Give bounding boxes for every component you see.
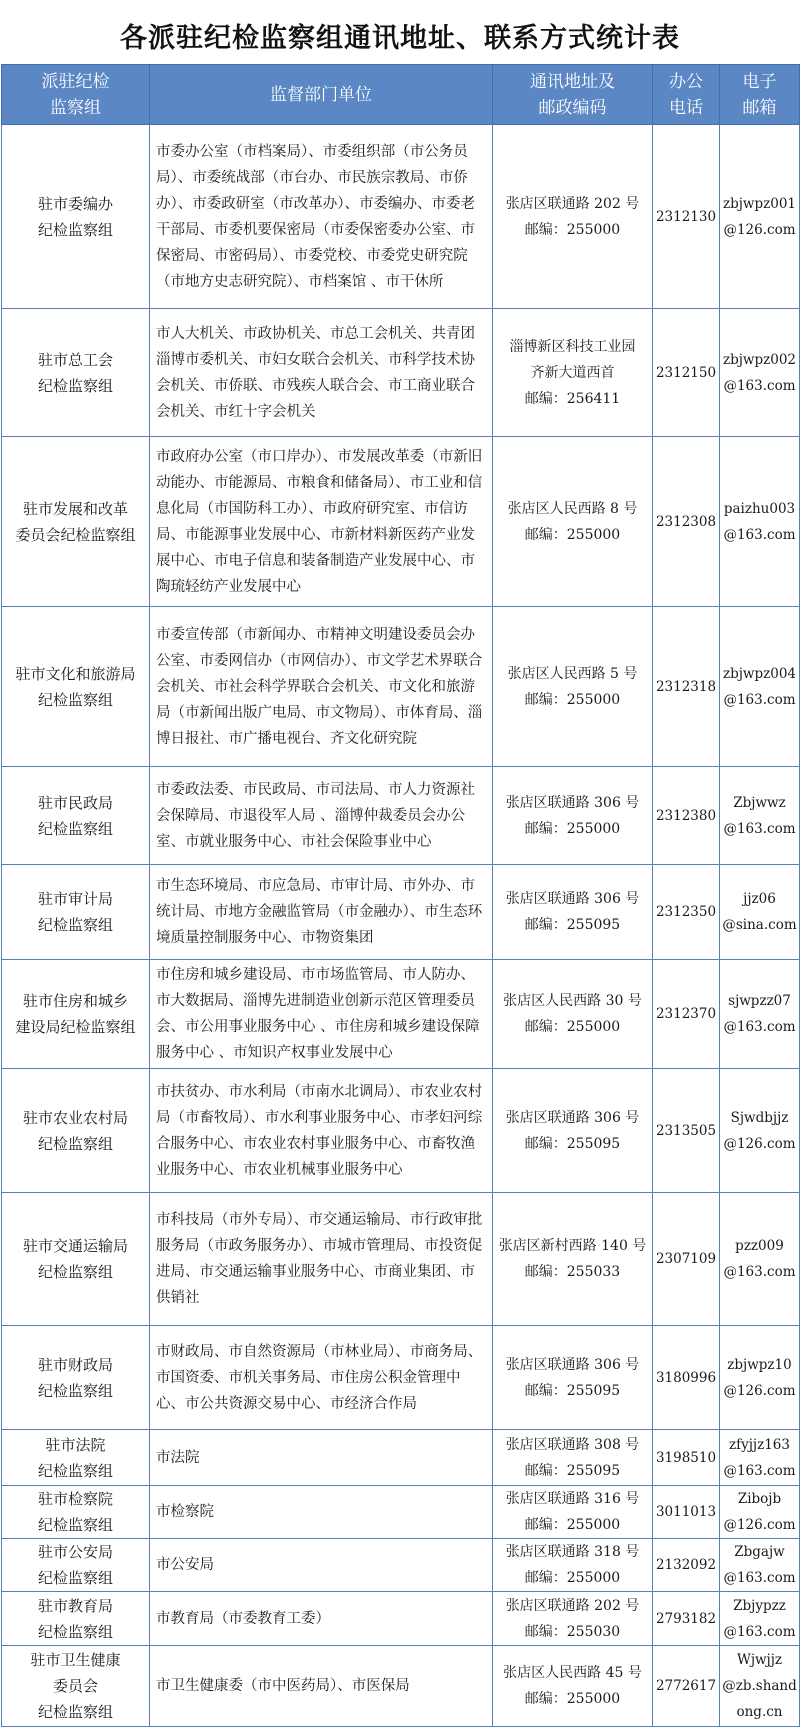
phone-cell: 2772617 xyxy=(653,1646,720,1727)
phone-cell: 2312370 xyxy=(653,960,720,1069)
dept-cell: 市公安局 xyxy=(150,1539,493,1592)
table-row xyxy=(2,1539,800,1592)
email-cell: jjz06 @sina.com xyxy=(720,865,800,960)
table-row xyxy=(2,960,800,1069)
email-cell: zbjwpz002 @163.com xyxy=(720,309,800,437)
group-cell: 驻市财政局 纪检监察组 xyxy=(2,1326,150,1430)
email-cell: Wjwjjz @zb.shand ong.cn xyxy=(720,1646,800,1727)
dept-cell: 市委政法委、市民政局、市司法局、市人力资源社会保障局、市退役军人局 、淄博仲裁委员会办公室、市就业服务中心、市社会保险事业中心 xyxy=(150,767,493,865)
phone-cell: 2312380 xyxy=(653,767,720,865)
email-cell: Zbjwwz @163.com xyxy=(720,767,800,865)
email-cell: zbjwpz10 @126.com xyxy=(720,1326,800,1430)
address-cell: 张店区联通路 306 号 邮编：255095 xyxy=(493,1069,653,1193)
group-cell: 驻市文化和旅游局 纪检监察组 xyxy=(2,607,150,767)
phone-cell: 3198510 xyxy=(653,1430,720,1486)
phone-cell: 2312130 xyxy=(653,125,720,309)
address-cell: 张店区人民西路 30 号 邮编：255000 xyxy=(493,960,653,1069)
email-cell: Sjwdbjjz @126.com xyxy=(720,1069,800,1193)
dept-cell: 市政府办公室（市口岸办）、市发展改革委（市新旧动能办、市能源局、市粮食和储备局）、市工业和信息化局（市国防科工办）、市政府研究室、市信访局、市能源事业发展中心、市新材料新医药产业发展中心、市电子信息和装备制造产业发展中心、市陶琉轻纺产业发展中心 xyxy=(150,437,493,607)
table-row xyxy=(2,1592,800,1646)
dept-cell: 市委宣传部（市新闻办、市精神文明建设委员会办公室、市委网信办（市网信办）、市文学艺术界联合会机关、市社会科学界联合会机关、市文化和旅游局（市新闻出版广电局、市文物局）、市体育局、淄博日报社、市广播电视台、齐文化研究院 xyxy=(150,607,493,767)
group-cell: 驻市委编办 纪检监察组 xyxy=(2,125,150,309)
phone-cell: 2312308 xyxy=(653,437,720,607)
table-row xyxy=(2,1486,800,1539)
address-cell: 张店区联通路 306 号 邮编：255095 xyxy=(493,865,653,960)
email-cell: zfyjjz163 @163.com xyxy=(720,1430,800,1486)
header-phone: 办公 电话 xyxy=(653,65,720,125)
table-row xyxy=(2,607,800,767)
address-cell: 张店区联通路 316 号 邮编：255000 xyxy=(493,1486,653,1539)
address-cell: 张店区联通路 202 号 邮编：255030 xyxy=(493,1592,653,1646)
dept-cell: 市扶贫办、市水利局（市南水北调局）、市农业农村局（市畜牧局）、市水利事业服务中心、市孝妇河综合服务中心、市农业农村事业服务中心、市畜牧渔业服务中心、市农业机械事业服务中心 xyxy=(150,1069,493,1193)
phone-cell: 3180996 xyxy=(653,1326,720,1430)
header-group: 派驻纪检 监察组 xyxy=(2,65,150,125)
phone-cell: 2312150 xyxy=(653,309,720,437)
table-row xyxy=(2,309,800,437)
table-row xyxy=(2,437,800,607)
phone-cell: 2312350 xyxy=(653,865,720,960)
group-cell: 驻市交通运输局 纪检监察组 xyxy=(2,1193,150,1326)
table-row xyxy=(2,1430,800,1486)
header-dept: 监督部门单位 xyxy=(150,65,493,125)
table-row xyxy=(2,1646,800,1727)
address-cell: 张店区联通路 202 号 邮编：255000 xyxy=(493,125,653,309)
group-cell: 驻市教育局 纪检监察组 xyxy=(2,1592,150,1646)
group-cell: 驻市农业农村局 纪检监察组 xyxy=(2,1069,150,1193)
group-cell: 驻市法院 纪检监察组 xyxy=(2,1430,150,1486)
address-cell: 淄博新区科技工业园 齐新大道西首 邮编：256411 xyxy=(493,309,653,437)
email-cell: pzz009 @163.com xyxy=(720,1193,800,1326)
table-header-row xyxy=(2,65,800,125)
dept-cell: 市教育局（市委教育工委） xyxy=(150,1592,493,1646)
dept-cell: 市卫生健康委（市中医药局）、市医保局 xyxy=(150,1646,493,1727)
email-cell: sjwpzz07 @163.com xyxy=(720,960,800,1069)
dept-cell: 市检察院 xyxy=(150,1486,493,1539)
email-cell: paizhu003 @163.com xyxy=(720,437,800,607)
group-cell: 驻市民政局 纪检监察组 xyxy=(2,767,150,865)
phone-cell: 2793182 xyxy=(653,1592,720,1646)
phone-cell: 2132092 xyxy=(653,1539,720,1592)
dept-cell: 市住房和城乡建设局、市市场监管局、市人防办、市大数据局、淄博先进制造业创新示范区管理委员会、市公用事业服务中心 、市住房和城乡建设保障服务中心 、市知识产权事业发展中心 xyxy=(150,960,493,1069)
group-cell: 驻市住房和城乡 建设局纪检监察组 xyxy=(2,960,150,1069)
group-cell: 驻市公安局 纪检监察组 xyxy=(2,1539,150,1592)
address-cell: 张店区人民西路 5 号 邮编：255000 xyxy=(493,607,653,767)
email-cell: Zbgajw @163.com xyxy=(720,1539,800,1592)
table-row xyxy=(2,125,800,309)
dept-cell: 市人大机关、市政协机关、市总工会机关、共青团淄博市委机关、市妇女联合会机关、市科学技术协会机关、市侨联、市残疾人联合会、市工商业联合会机关、市红十字会机关 xyxy=(150,309,493,437)
address-cell: 张店区新村西路 140 号 邮编：255033 xyxy=(493,1193,653,1326)
table-row xyxy=(2,1193,800,1326)
group-cell: 驻市审计局 纪检监察组 xyxy=(2,865,150,960)
table-row xyxy=(2,865,800,960)
dept-cell: 市法院 xyxy=(150,1430,493,1486)
dept-cell: 市科技局（市外专局）、市交通运输局、市行政审批服务局（市政务服务办）、市城市管理局、市投资促进局、市交通运输事业服务中心、市商业集团、市供销社 xyxy=(150,1193,493,1326)
email-cell: zbjwpz004 @163.com xyxy=(720,607,800,767)
email-cell: Zibojb @126.com xyxy=(720,1486,800,1539)
contact-table xyxy=(1,64,800,1727)
email-cell: Zbjypzz @163.com xyxy=(720,1592,800,1646)
email-cell: zbjwpz001 @126.com xyxy=(720,125,800,309)
group-cell: 驻市总工会 纪检监察组 xyxy=(2,309,150,437)
dept-cell: 市财政局、市自然资源局（市林业局）、市商务局、市国资委、市机关事务局、市住房公积金管理中心、市公共资源交易中心、市经济合作局 xyxy=(150,1326,493,1430)
group-cell: 驻市卫生健康 委员会 纪检监察组 xyxy=(2,1646,150,1727)
address-cell: 张店区人民西路 45 号 邮编：255000 xyxy=(493,1646,653,1727)
table-row xyxy=(2,1069,800,1193)
phone-cell: 2307109 xyxy=(653,1193,720,1326)
phone-cell: 2313505 xyxy=(653,1069,720,1193)
table-row xyxy=(2,767,800,865)
phone-cell: 3011013 xyxy=(653,1486,720,1539)
dept-cell: 市委办公室（市档案局）、市委组织部（市公务员局）、市委统战部（市台办、市民族宗教局、市侨办）、市委政研室（市改革办）、市委编办、市委老干部局、市委机要保密局（市委保密委办公室、市保密局、市密码局）、市委党校、市委党史研究院（市地方史志研究院）、市档案馆 、市干休所 xyxy=(150,125,493,309)
address-cell: 张店区联通路 306 号 邮编：255095 xyxy=(493,1326,653,1430)
address-cell: 张店区联通路 308 号 邮编：255095 xyxy=(493,1430,653,1486)
group-cell: 驻市发展和改革 委员会纪检监察组 xyxy=(2,437,150,607)
header-email: 电子 邮箱 xyxy=(720,65,800,125)
address-cell: 张店区联通路 306 号 邮编：255000 xyxy=(493,767,653,865)
phone-cell: 2312318 xyxy=(653,607,720,767)
header-address: 通讯地址及 邮政编码 xyxy=(493,65,653,125)
address-cell: 张店区联通路 318 号 邮编：255000 xyxy=(493,1539,653,1592)
page-title: 各派驻纪检监察组通讯地址、联系方式统计表 xyxy=(120,23,680,54)
table-row xyxy=(2,1326,800,1430)
group-cell: 驻市检察院 纪检监察组 xyxy=(2,1486,150,1539)
dept-cell: 市生态环境局、市应急局、市审计局、市外办、市统计局、市地方金融监管局（市金融办）、市生态环境质量控制服务中心、市物资集团 xyxy=(150,865,493,960)
address-cell: 张店区人民西路 8 号 邮编：255000 xyxy=(493,437,653,607)
